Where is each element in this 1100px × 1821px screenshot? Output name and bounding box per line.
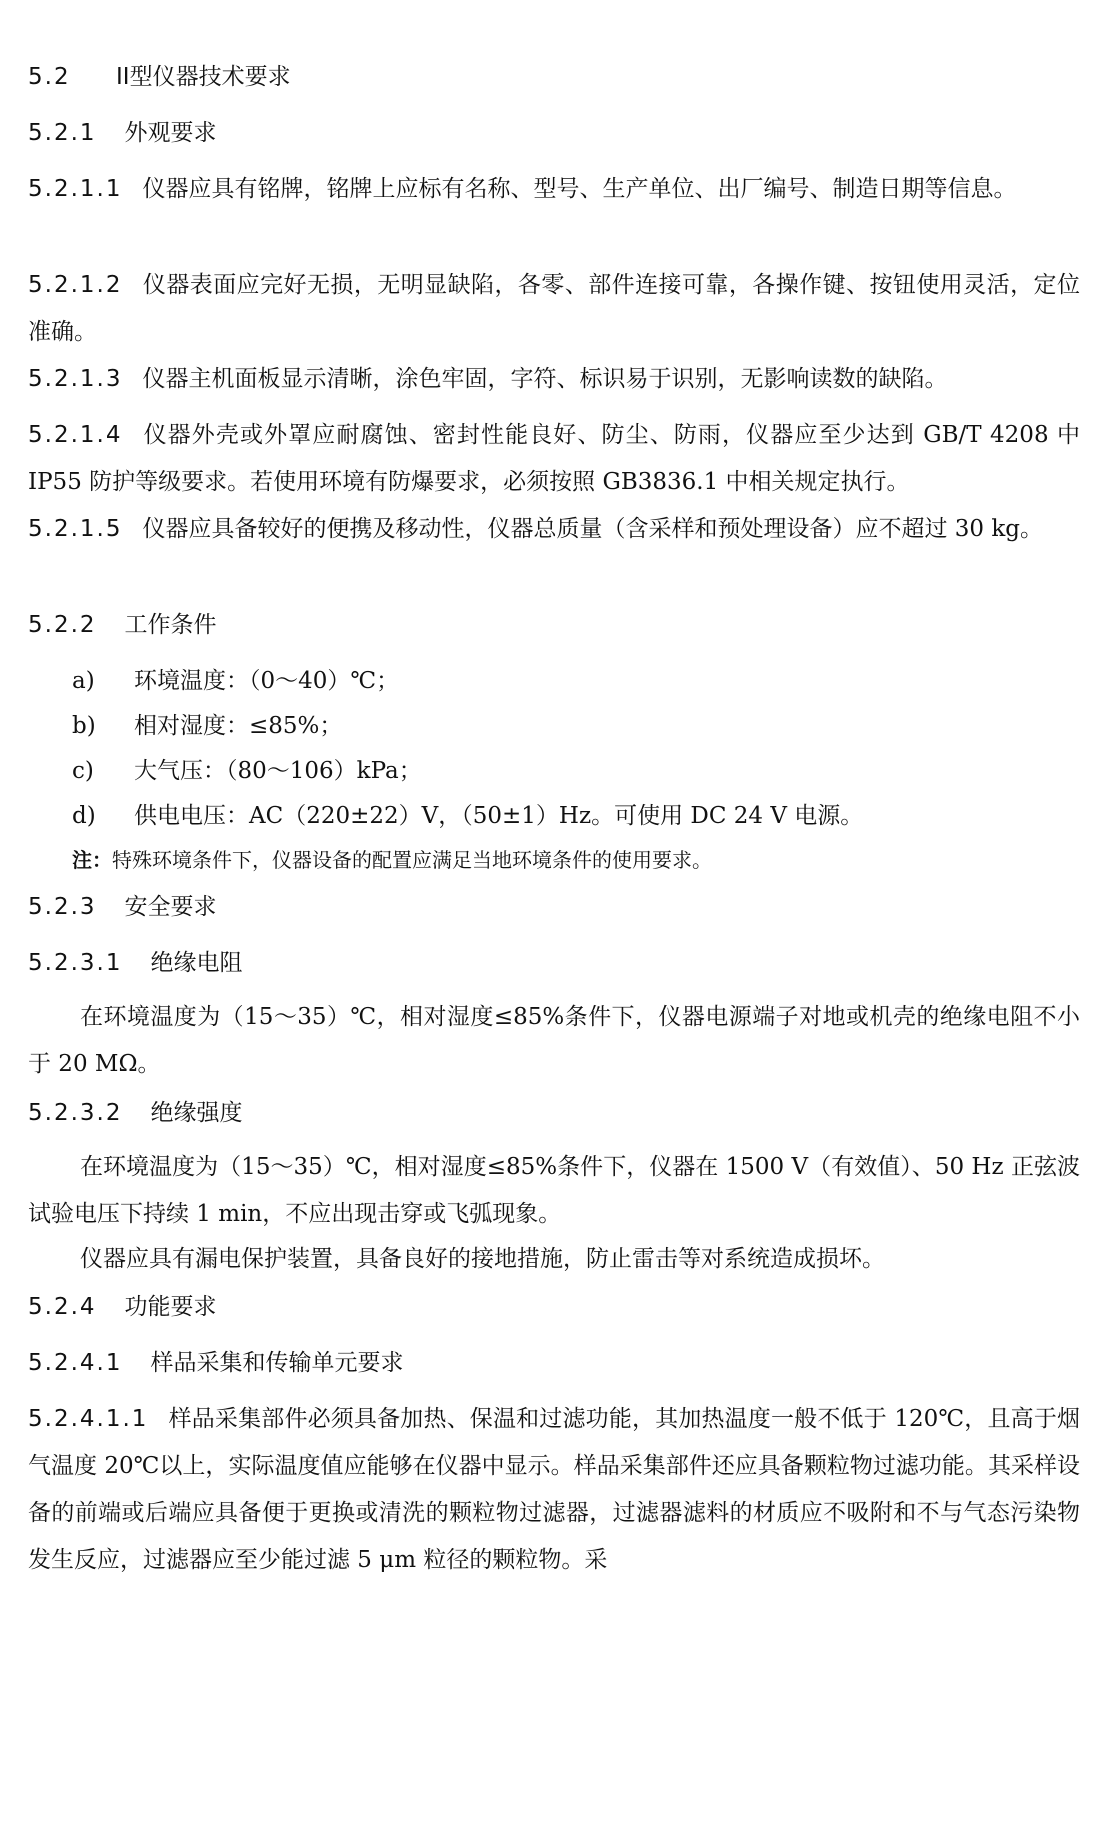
clause-number: 5.2.1.1 (28, 176, 123, 202)
section-number: 5.2.4.1 (28, 1350, 123, 1376)
list-marker: b) (72, 713, 96, 739)
para-5-2-1-4 (28, 412, 1080, 506)
section-number: 5.2.3.2 (28, 1100, 123, 1126)
section-title: 绝缘强度 (150, 1100, 243, 1126)
para-5-2-4-1-1 (28, 1396, 1080, 1584)
section-number: 5.2.3.1 (28, 950, 123, 976)
para-5-2-3-2-a (28, 1144, 1080, 1238)
clause-number: 5.2.1.2 (28, 272, 123, 298)
section-title: 工作条件 (124, 612, 217, 638)
clause-number: 5.2.1.3 (28, 366, 123, 392)
note-label: 注： (72, 848, 112, 872)
list-marker: a) (72, 668, 95, 694)
clause-text: 仪器应具有铭牌，铭牌上应标有名称、型号、生产单位、出厂编号、制造日期等信息。 (142, 176, 1017, 202)
para-5-2-1-2 (28, 262, 1080, 356)
clause-text: 仪器外壳或外罩应耐腐蚀、密封性能良好、防尘、防雨，仪器应至少达到 GB/T 4208 中 IP55 防护等级要求。若使用环境有防爆要求，必须按照 GB3836.1 中相关规定执行。 (28, 422, 1080, 495)
section-title: 外观要求 (124, 120, 217, 146)
section-number: 5.2.4 (28, 1294, 97, 1320)
section-number: 5.2.1 (28, 120, 97, 146)
heading-5-2-4 (28, 1292, 217, 1322)
section-title: 安全要求 (124, 894, 217, 920)
para-5-2-3-1 (28, 994, 1080, 1088)
list-text: 环境温度：（0～40）℃； (134, 668, 400, 694)
clause-text: 仪器应具有漏电保护装置，具备良好的接地措施，防止雷击等对系统造成损坏。 (80, 1246, 885, 1272)
section-title: 功能要求 (124, 1294, 217, 1320)
heading-5-2-4-1 (28, 1348, 403, 1378)
note (72, 846, 712, 874)
section-number: 5.2.2 (28, 612, 97, 638)
clause-text: 在环境温度为（15～35）℃，相对湿度≤85%条件下，仪器电源端子对地或机壳的绝缘电阻不小于 20 MΩ。 (28, 1004, 1080, 1077)
heading-5-2-1 (28, 118, 217, 148)
list-item-a (72, 666, 399, 696)
clause-number: 5.2.1.5 (28, 516, 123, 542)
section-title: 样品采集和传输单元要求 (150, 1350, 404, 1376)
para-5-2-1-1 (28, 166, 1080, 213)
clause-text: 仪器表面应完好无损，无明显缺陷，各零、部件连接可靠，各操作键、按钮使用灵活，定位准确。 (28, 272, 1080, 345)
section-title: 绝缘电阻 (150, 950, 243, 976)
list-item-d (72, 801, 863, 831)
note-text: 特殊环境条件下，仪器设备的配置应满足当地环境条件的使用要求。 (112, 848, 712, 872)
list-marker: c) (72, 758, 94, 784)
clause-text: 样品采集部件必须具备加热、保温和过滤功能，其加热温度一般不低于 120℃，且高于烟气温度 20℃以上，实际温度值应能够在仪器中显示。样品采集部件还应具备颗粒物过滤功能。其采样设备的前端或后端应具备便于更换或清洗的颗粒物过滤器，过滤器滤料的材质应不吸附和不与气态污染物发生反应，过滤器应至少能过滤 5 μm 粒径的颗粒物。采 (28, 1406, 1080, 1573)
heading-5-2 (28, 62, 291, 92)
heading-5-2-3-1 (28, 948, 242, 978)
clause-number: 5.2.4.1.1 (28, 1406, 149, 1432)
section-number: 5.2.3 (28, 894, 97, 920)
clause-number: 5.2.1.4 (28, 422, 123, 448)
heading-5-2-2 (28, 610, 217, 640)
clause-text: 在环境温度为（15～35）℃，相对湿度≤85%条件下，仪器在 1500 V（有效值）、50 Hz 正弦波试验电压下持续 1 min，不应出现击穿或飞弧现象。 (28, 1154, 1080, 1227)
heading-5-2-3-2 (28, 1098, 242, 1128)
clause-text: 仪器应具备较好的便携及移动性，仪器总质量（含采样和预处理设备）应不超过 30 kg。 (142, 516, 1044, 542)
para-5-2-1-5 (28, 506, 1080, 553)
para-5-2-1-3 (28, 356, 1080, 403)
para-5-2-3-2-b (28, 1236, 1080, 1283)
list-text: 大气压：（80～106）kPa； (134, 758, 422, 784)
heading-5-2-3 (28, 892, 217, 922)
list-marker: d) (72, 803, 96, 829)
list-item-b (72, 711, 342, 741)
list-text: 相对湿度：≤85%； (134, 713, 343, 739)
list-text: 供电电压：AC（220±22）V，（50±1）Hz。可使用 DC 24 V 电源。 (134, 803, 864, 829)
section-title: II型仪器技术要求 (116, 64, 291, 90)
list-item-c (72, 756, 422, 786)
clause-text: 仪器主机面板显示清晰，涂色牢固，字符、标识易于识别，无影响读数的缺陷。 (142, 366, 948, 392)
section-number: 5.2 (28, 64, 71, 90)
